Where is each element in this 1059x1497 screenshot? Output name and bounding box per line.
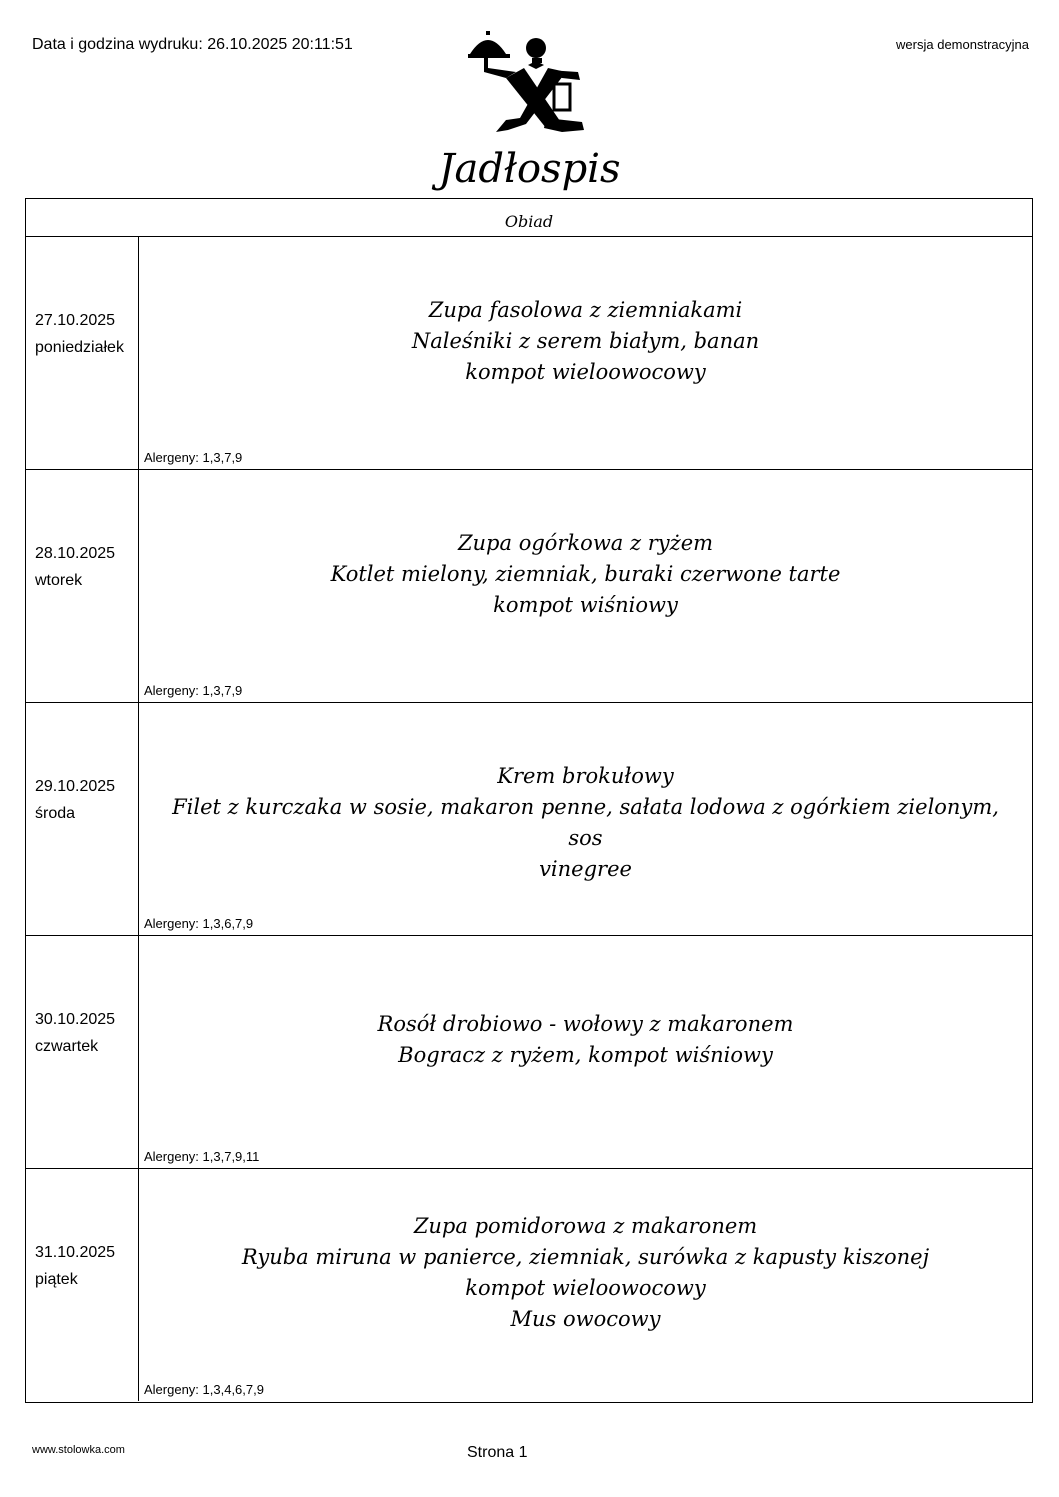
day-date: 31.10.2025 <box>35 1244 116 1261</box>
day-date: 28.10.2025 <box>35 545 116 562</box>
column-header-lunch: Obiad <box>26 199 1032 237</box>
dish-line: vinegree <box>539 857 632 881</box>
day-weekday: wtorek <box>35 572 83 589</box>
page-number: Strona 1 <box>467 1444 528 1461</box>
allergens-label: Alergeny: 1,3,4,6,7,9 <box>144 1382 264 1397</box>
day-row <box>26 470 1032 703</box>
day-row <box>26 1169 1032 1401</box>
date-cell <box>26 703 139 935</box>
dish-line: Zupa pomidorowa z makaronem <box>413 1214 758 1238</box>
date-cell <box>26 1169 139 1401</box>
allergens-label: Alergeny: 1,3,6,7,9 <box>144 916 254 931</box>
date-cell <box>26 470 139 702</box>
dish-line: Kotlet mielony, ziemniak, buraki czerwone tarte <box>330 562 841 586</box>
dish-cell <box>139 237 1032 469</box>
waiter-logo-icon <box>466 28 590 138</box>
dish-line: Naleśniki z serem białym, banan <box>411 329 760 353</box>
day-row <box>26 237 1032 470</box>
day-date: 27.10.2025 <box>35 312 116 329</box>
date-cell <box>26 237 139 469</box>
page-title: Jadłospis <box>438 146 621 192</box>
dish-cell <box>139 936 1032 1168</box>
dish-line: kompot wieloowocowy <box>465 360 706 384</box>
allergens-label: Alergeny: 1,3,7,9,11 <box>144 1149 260 1164</box>
day-date: 30.10.2025 <box>35 1011 116 1028</box>
dish-line: kompot wiśniowy <box>493 593 678 617</box>
dish-line: Bogracz z ryżem, kompot wiśniowy <box>398 1043 773 1067</box>
day-row <box>26 703 1032 936</box>
dish-list <box>159 528 1012 621</box>
dish-list <box>159 994 1012 1071</box>
dish-line: kompot wieloowocowy <box>465 1276 706 1300</box>
dish-line: Mus owocowy <box>510 1307 661 1331</box>
day-weekday: środa <box>35 805 76 822</box>
allergens-label: Alergeny: 1,3,7,9 <box>144 450 243 465</box>
demo-version-label: wersja demonstracyjna <box>896 37 1029 52</box>
dish-line: Filet z kurczaka w sosie, makaron penne, sałata lodowa z ogórkiem zielonym, sos <box>172 795 999 850</box>
dish-cell <box>139 470 1032 702</box>
dish-cell <box>139 1169 1032 1401</box>
dish-line: Krem brokułowy <box>497 764 674 788</box>
dish-line: Rosół drobiowo - wołowy z makaronem <box>377 1012 794 1036</box>
dish-list <box>159 1211 1012 1335</box>
dish-line: Zupa fasolowa z ziemniakami <box>428 298 743 322</box>
dish-list <box>159 295 1012 388</box>
dish-line: Zupa ogórkowa z ryżem <box>457 531 714 555</box>
print-date: Data i godzina wydruku: 26.10.2025 20:11:51 <box>32 36 353 53</box>
day-weekday: poniedziałek <box>35 339 124 356</box>
dish-list <box>159 761 1012 885</box>
day-row <box>26 936 1032 1169</box>
allergens-label: Alergeny: 1,3,7,9 <box>144 683 243 698</box>
dish-line: Ryuba miruna w panierce, ziemniak, surówka z kapusty kiszonej <box>241 1245 930 1269</box>
dish-cell <box>139 703 1032 935</box>
date-cell <box>26 936 139 1168</box>
day-weekday: czwartek <box>35 1038 99 1055</box>
menu-table <box>25 198 1033 1403</box>
footer-url: www.stolowka.com <box>32 1444 125 1456</box>
day-weekday: piątek <box>35 1271 78 1288</box>
day-date: 29.10.2025 <box>35 778 116 795</box>
